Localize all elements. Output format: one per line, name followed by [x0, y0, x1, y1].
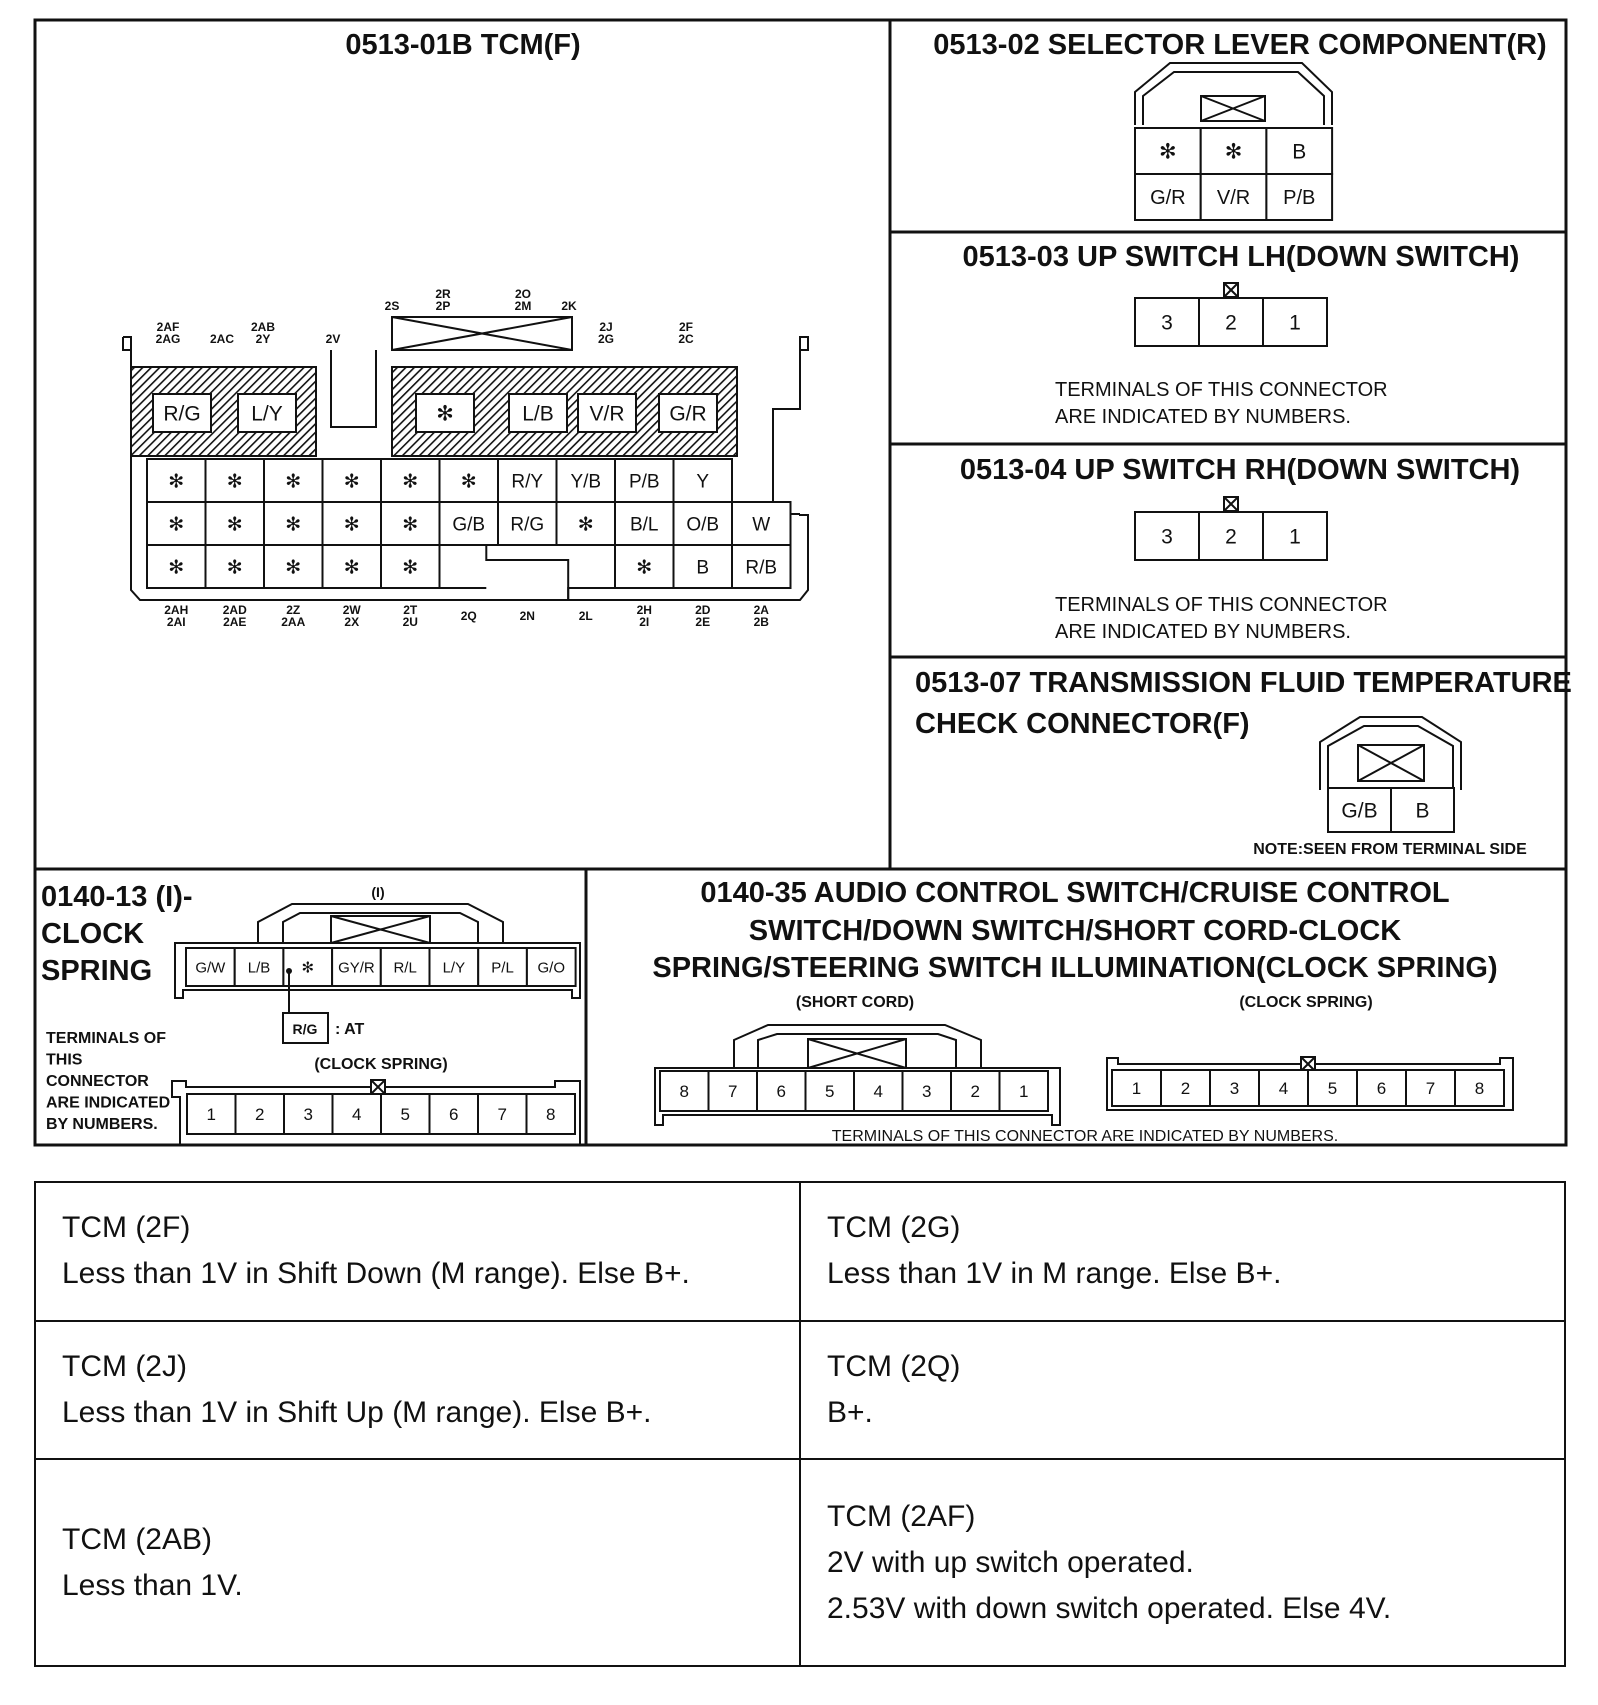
audio-spring-pin: 8: [1474, 1079, 1485, 1099]
tcm-pin: ✻: [226, 471, 243, 493]
clock-i-pin-row: [186, 948, 576, 986]
spec-cell: [35, 1459, 800, 1666]
tcm-top-label: 2F: [678, 320, 694, 334]
selector-lever-panel: [933, 29, 1546, 220]
tcm-top-label: 2M: [514, 299, 532, 313]
spec-cell: [800, 1459, 1565, 1666]
tcm-bottom-label: 2W: [342, 603, 361, 617]
tcm-pin: ✻: [168, 471, 185, 493]
selector-title: 0513-02 SELECTOR LEVER COMPONENT(R): [933, 29, 1547, 61]
tft-title-line2: CHECK CONNECTOR(F): [915, 708, 1250, 740]
selector-pin: ✻: [1159, 140, 1177, 164]
spec-cell: [800, 1182, 1565, 1321]
tcm-pin: ✻: [636, 557, 653, 579]
tcm-bottom-label: 2A: [753, 603, 769, 617]
spec-line: TCM (2Q): [827, 1350, 961, 1384]
tft-pin: G/B: [1341, 799, 1378, 823]
up-lh-note-2: ARE INDICATED BY NUMBERS.: [1055, 406, 1351, 428]
tcm-pin: ✻: [168, 514, 185, 536]
tcm-pin: ✻: [285, 471, 302, 493]
tcm-title: 0513-01B TCM(F): [345, 29, 581, 61]
up-switch-lh-panel: [963, 241, 1520, 428]
tcm-pin: B: [696, 557, 710, 579]
clock-spring-pin: 5: [400, 1105, 410, 1125]
tcm-top-label: 2V: [325, 332, 341, 346]
short-cord-pin-row: [660, 1071, 1048, 1111]
tcm-pin: O/B: [686, 514, 720, 536]
spec-line: 2.53V with down switch operated. Else 4V.: [827, 1591, 1392, 1625]
tcm-bottom-label: 2B: [753, 615, 769, 629]
tcm-bottom-label: 2L: [578, 609, 593, 623]
up-lh-pin-row: [1135, 298, 1327, 346]
tcm-pin: ✻: [168, 557, 185, 579]
up-rh-latch-icon: [1224, 497, 1238, 511]
selector-pin: ✻: [1224, 140, 1243, 164]
clock-i-pin: L/B: [247, 959, 271, 977]
tcm-pin: R/B: [745, 557, 778, 579]
tcm-pin: ✻: [343, 514, 360, 536]
clock-callout-text: : AT: [335, 1021, 365, 1038]
tcm-top-label: 2AB: [250, 320, 276, 334]
clock-i-pin: ✻: [301, 959, 315, 977]
voltage-spec-table: [34, 1181, 1566, 1667]
spec-line: Less than 1V in Shift Down (M range). Else B+.: [62, 1257, 690, 1291]
audio-spring-pin: 6: [1376, 1079, 1387, 1099]
clock-i-pin: G/W: [195, 959, 226, 977]
tcm-bottom-label: 2Z: [286, 603, 301, 617]
up-switch-rh-panel: [960, 454, 1520, 643]
tcm-pin: ✻: [226, 514, 243, 536]
audio-spring-pin: 3: [1229, 1079, 1240, 1099]
tcm-bottom-label: 2AI: [166, 615, 186, 629]
tcm-pin: ✻: [285, 514, 302, 536]
tcm-bottom-label: 2T: [403, 603, 418, 617]
tcm-pin: P/B: [628, 471, 660, 493]
clock-spring-latch-icon: [371, 1080, 385, 1094]
tft-check-panel: [915, 667, 1572, 858]
tcm-pin: R/G: [510, 514, 545, 536]
spec-cell: [35, 1321, 800, 1460]
tcm-pin: ✻: [343, 471, 360, 493]
short-cord-label: (SHORT CORD): [795, 994, 915, 1011]
short-cord-pin: 5: [825, 1082, 835, 1102]
tcm-pin: ✻: [460, 471, 477, 493]
up-lh-pins-pin: 2: [1225, 311, 1237, 335]
tcm-bottom-label: 2U: [402, 615, 418, 629]
tcm-top-label: 2S: [384, 299, 400, 313]
up-rh-pin-row: [1135, 512, 1327, 560]
clock-note-line: CONNECTOR: [46, 1073, 149, 1090]
tcm-housing-left-edge: [123, 337, 131, 350]
tcm-pin-grid: [147, 459, 791, 600]
audio-spring-pin: 5: [1327, 1079, 1338, 1099]
audio-title-line1: 0140-35 AUDIO CONTROL SWITCH/CRUISE CONTROL: [700, 877, 1450, 909]
tcm-pin: ✻: [402, 514, 419, 536]
tcm-bottom-label: 2D: [695, 603, 711, 617]
clock-i-pin: GY/R: [338, 959, 375, 977]
tcm-bottom-label: 2AE: [223, 615, 247, 629]
up-rh-pins-pin: 2: [1225, 525, 1237, 549]
audio-clock-spring-label: (CLOCK SPRING): [1239, 994, 1373, 1011]
tcm-bottom-label: 2H: [636, 603, 652, 617]
tcm-top-label: 2Y: [255, 332, 271, 346]
tcm-pin: W: [752, 514, 771, 536]
tcm-top-label: 2C: [678, 332, 694, 346]
spec-line: B+.: [827, 1396, 873, 1430]
tcm-pin: Y: [696, 471, 710, 493]
tcm-bottom-label: 2X: [344, 615, 360, 629]
selector-pin-grid: [1135, 128, 1332, 220]
spec-line: 2V with up switch operated.: [827, 1545, 1194, 1579]
tcm-pin: Y/B: [570, 471, 602, 493]
tcm-connector-panel: [123, 29, 808, 629]
short-cord-pin: 8: [679, 1082, 689, 1102]
short-cord-pin: 1: [1019, 1082, 1029, 1102]
tcm-bottom-label: 2N: [519, 609, 535, 623]
tcm-top-notch: [331, 350, 376, 427]
tcm-pin: ✻: [577, 514, 594, 536]
selector-pin: B: [1292, 140, 1307, 164]
audio-spring-pin: 7: [1425, 1079, 1436, 1099]
short-cord-pin: 7: [728, 1082, 738, 1102]
tcm-pin: ✻: [285, 557, 302, 579]
up-lh-note-1: TERMINALS OF THIS CONNECTOR: [1055, 379, 1388, 401]
spec-line: Less than 1V in Shift Up (M range). Else B+.: [62, 1396, 652, 1430]
clock-title-line3: SPRING: [41, 955, 153, 987]
up-lh-pins-pin: 3: [1161, 311, 1173, 335]
audio-spring-pin: 1: [1131, 1079, 1142, 1099]
clock-title-line1: 0140-13 (I)-: [41, 881, 193, 913]
tcm-pin: ✻: [343, 557, 360, 579]
audio-note: TERMINALS OF THIS CONNECTOR ARE INDICATED BY NUMBERS.: [831, 1128, 1339, 1145]
tcm-top-label: 2G: [597, 332, 615, 346]
clock-spring-pin: 7: [497, 1105, 507, 1125]
tcm-upper-pin: R/G: [163, 402, 201, 426]
clock-spring-pin: 8: [546, 1105, 556, 1125]
clock-i-pin: P/L: [491, 959, 514, 977]
tcm-pin: ✻: [402, 557, 419, 579]
audio-clock-spring-pin-row: [1112, 1070, 1504, 1106]
short-cord-pin: 3: [922, 1082, 932, 1102]
tcm-pin: ✻: [402, 471, 419, 493]
selector-pin: G/R: [1150, 187, 1186, 210]
clock-title-line2: CLOCK: [41, 918, 145, 950]
spec-cell: [800, 1321, 1565, 1460]
clock-note-line: THIS: [46, 1051, 83, 1069]
spec-line: TCM (2G): [827, 1211, 961, 1245]
clock-i-pin: L/Y: [442, 959, 466, 977]
clock-i-pin: R/L: [393, 959, 417, 977]
clock-spring-panel: [41, 881, 580, 1145]
tcm-top-label: 2J: [599, 320, 613, 334]
tcm-bottom-label: 2AH: [164, 603, 189, 617]
clock-spring-pin: 1: [206, 1105, 216, 1125]
audio-spring-pin: 4: [1278, 1079, 1289, 1099]
tcm-pin: B/L: [629, 514, 659, 536]
up-lh-pins-pin: 1: [1289, 311, 1301, 335]
up-rh-note-2: ARE INDICATED BY NUMBERS.: [1055, 621, 1351, 643]
selector-pin: V/R: [1216, 187, 1251, 210]
clock-note: [46, 1030, 170, 1133]
clock-spring-pin: 6: [449, 1105, 459, 1125]
tcm-pin: ✻: [226, 557, 243, 579]
clock-header-label: (I): [371, 884, 385, 900]
spec-line: Less than 1V in M range. Else B+.: [827, 1257, 1282, 1291]
up-lh-title: 0513-03 UP SWITCH LH(DOWN SWITCH): [962, 241, 1520, 273]
clock-spring-label: (CLOCK SPRING): [314, 1056, 448, 1073]
tcm-top-label: 2K: [561, 299, 577, 313]
tft-pin-row: [1328, 788, 1454, 832]
tcm-top-label: 2AC: [209, 332, 235, 346]
up-rh-note-1: TERMINALS OF THIS CONNECTOR: [1055, 594, 1388, 616]
audio-title-line2: SWITCH/DOWN SWITCH/SHORT CORD-CLOCK: [748, 915, 1402, 947]
tcm-upper-pin: ✻: [436, 402, 454, 426]
clock-note-line: ARE INDICATED: [46, 1094, 171, 1112]
short-cord-pin: 6: [776, 1082, 786, 1102]
audio-title-line3: SPRING/STEERING SWITCH ILLUMINATION(CLOCK SPRING): [652, 952, 1498, 984]
clock-i-pin: G/O: [537, 959, 566, 977]
tcm-pin: R/Y: [511, 471, 544, 493]
tcm-upper-pin: V/R: [589, 402, 625, 426]
up-lh-latch-icon: [1224, 283, 1238, 297]
tcm-pin: G/B: [452, 514, 486, 536]
spec-line: TCM (2AF): [827, 1499, 976, 1533]
clock-spring-pin: 3: [303, 1105, 313, 1125]
up-rh-pins-pin: 1: [1289, 525, 1301, 549]
audio-clock-spring-latch-icon: [1301, 1057, 1315, 1071]
spec-line: TCM (2J): [62, 1350, 187, 1384]
tcm-top-label: 2R: [435, 287, 451, 301]
tcm-top-label: 2AF: [156, 320, 180, 334]
tcm-top-label: 2AG: [155, 332, 181, 346]
selector-pin: P/B: [1283, 187, 1316, 210]
audio-control-panel: [652, 877, 1513, 1145]
tcm-bottom-label: 2Q: [460, 609, 477, 623]
spec-line: TCM (2AB): [62, 1522, 212, 1556]
spec-line: TCM (2F): [62, 1211, 191, 1245]
clock-note-line: BY NUMBERS.: [46, 1116, 158, 1133]
tft-note: NOTE:SEEN FROM TERMINAL SIDE: [1253, 841, 1527, 858]
up-rh-pins-pin: 3: [1161, 525, 1173, 549]
tcm-bottom-notch: [440, 545, 569, 600]
tft-pin: B: [1415, 799, 1430, 823]
tcm-upper-pin: L/Y: [251, 402, 283, 426]
short-cord-pin: 2: [970, 1082, 980, 1102]
tcm-bottom-label: 2I: [639, 615, 650, 629]
clock-spring-pin-row: [187, 1094, 575, 1134]
tcm-upper-pin: G/R: [669, 402, 707, 426]
tcm-bottom-terminal-labels: [164, 603, 769, 629]
clock-spring-pin: 4: [352, 1105, 362, 1125]
spec-line: Less than 1V.: [62, 1568, 243, 1602]
tcm-upper-pin: L/B: [522, 402, 554, 426]
tcm-upper-pin-row: [153, 394, 717, 432]
tcm-top-label: 2O: [514, 287, 532, 301]
tcm-bottom-label: 2E: [695, 615, 711, 629]
up-rh-title: 0513-04 UP SWITCH RH(DOWN SWITCH): [959, 454, 1521, 486]
tcm-top-label: 2P: [435, 299, 451, 313]
tcm-bottom-label: 2AA: [281, 615, 306, 629]
audio-spring-pin: 2: [1180, 1079, 1191, 1099]
clock-callout-wire: R/G: [292, 1021, 318, 1037]
clock-note-line: TERMINALS OF: [46, 1030, 166, 1047]
spec-cell: [35, 1182, 800, 1321]
clock-spring-pin: 2: [255, 1105, 265, 1125]
tft-title-line1: 0513-07 TRANSMISSION FLUID TEMPERATURE: [915, 667, 1572, 699]
short-cord-pin: 4: [873, 1082, 883, 1102]
tcm-bottom-label: 2AD: [222, 603, 247, 617]
